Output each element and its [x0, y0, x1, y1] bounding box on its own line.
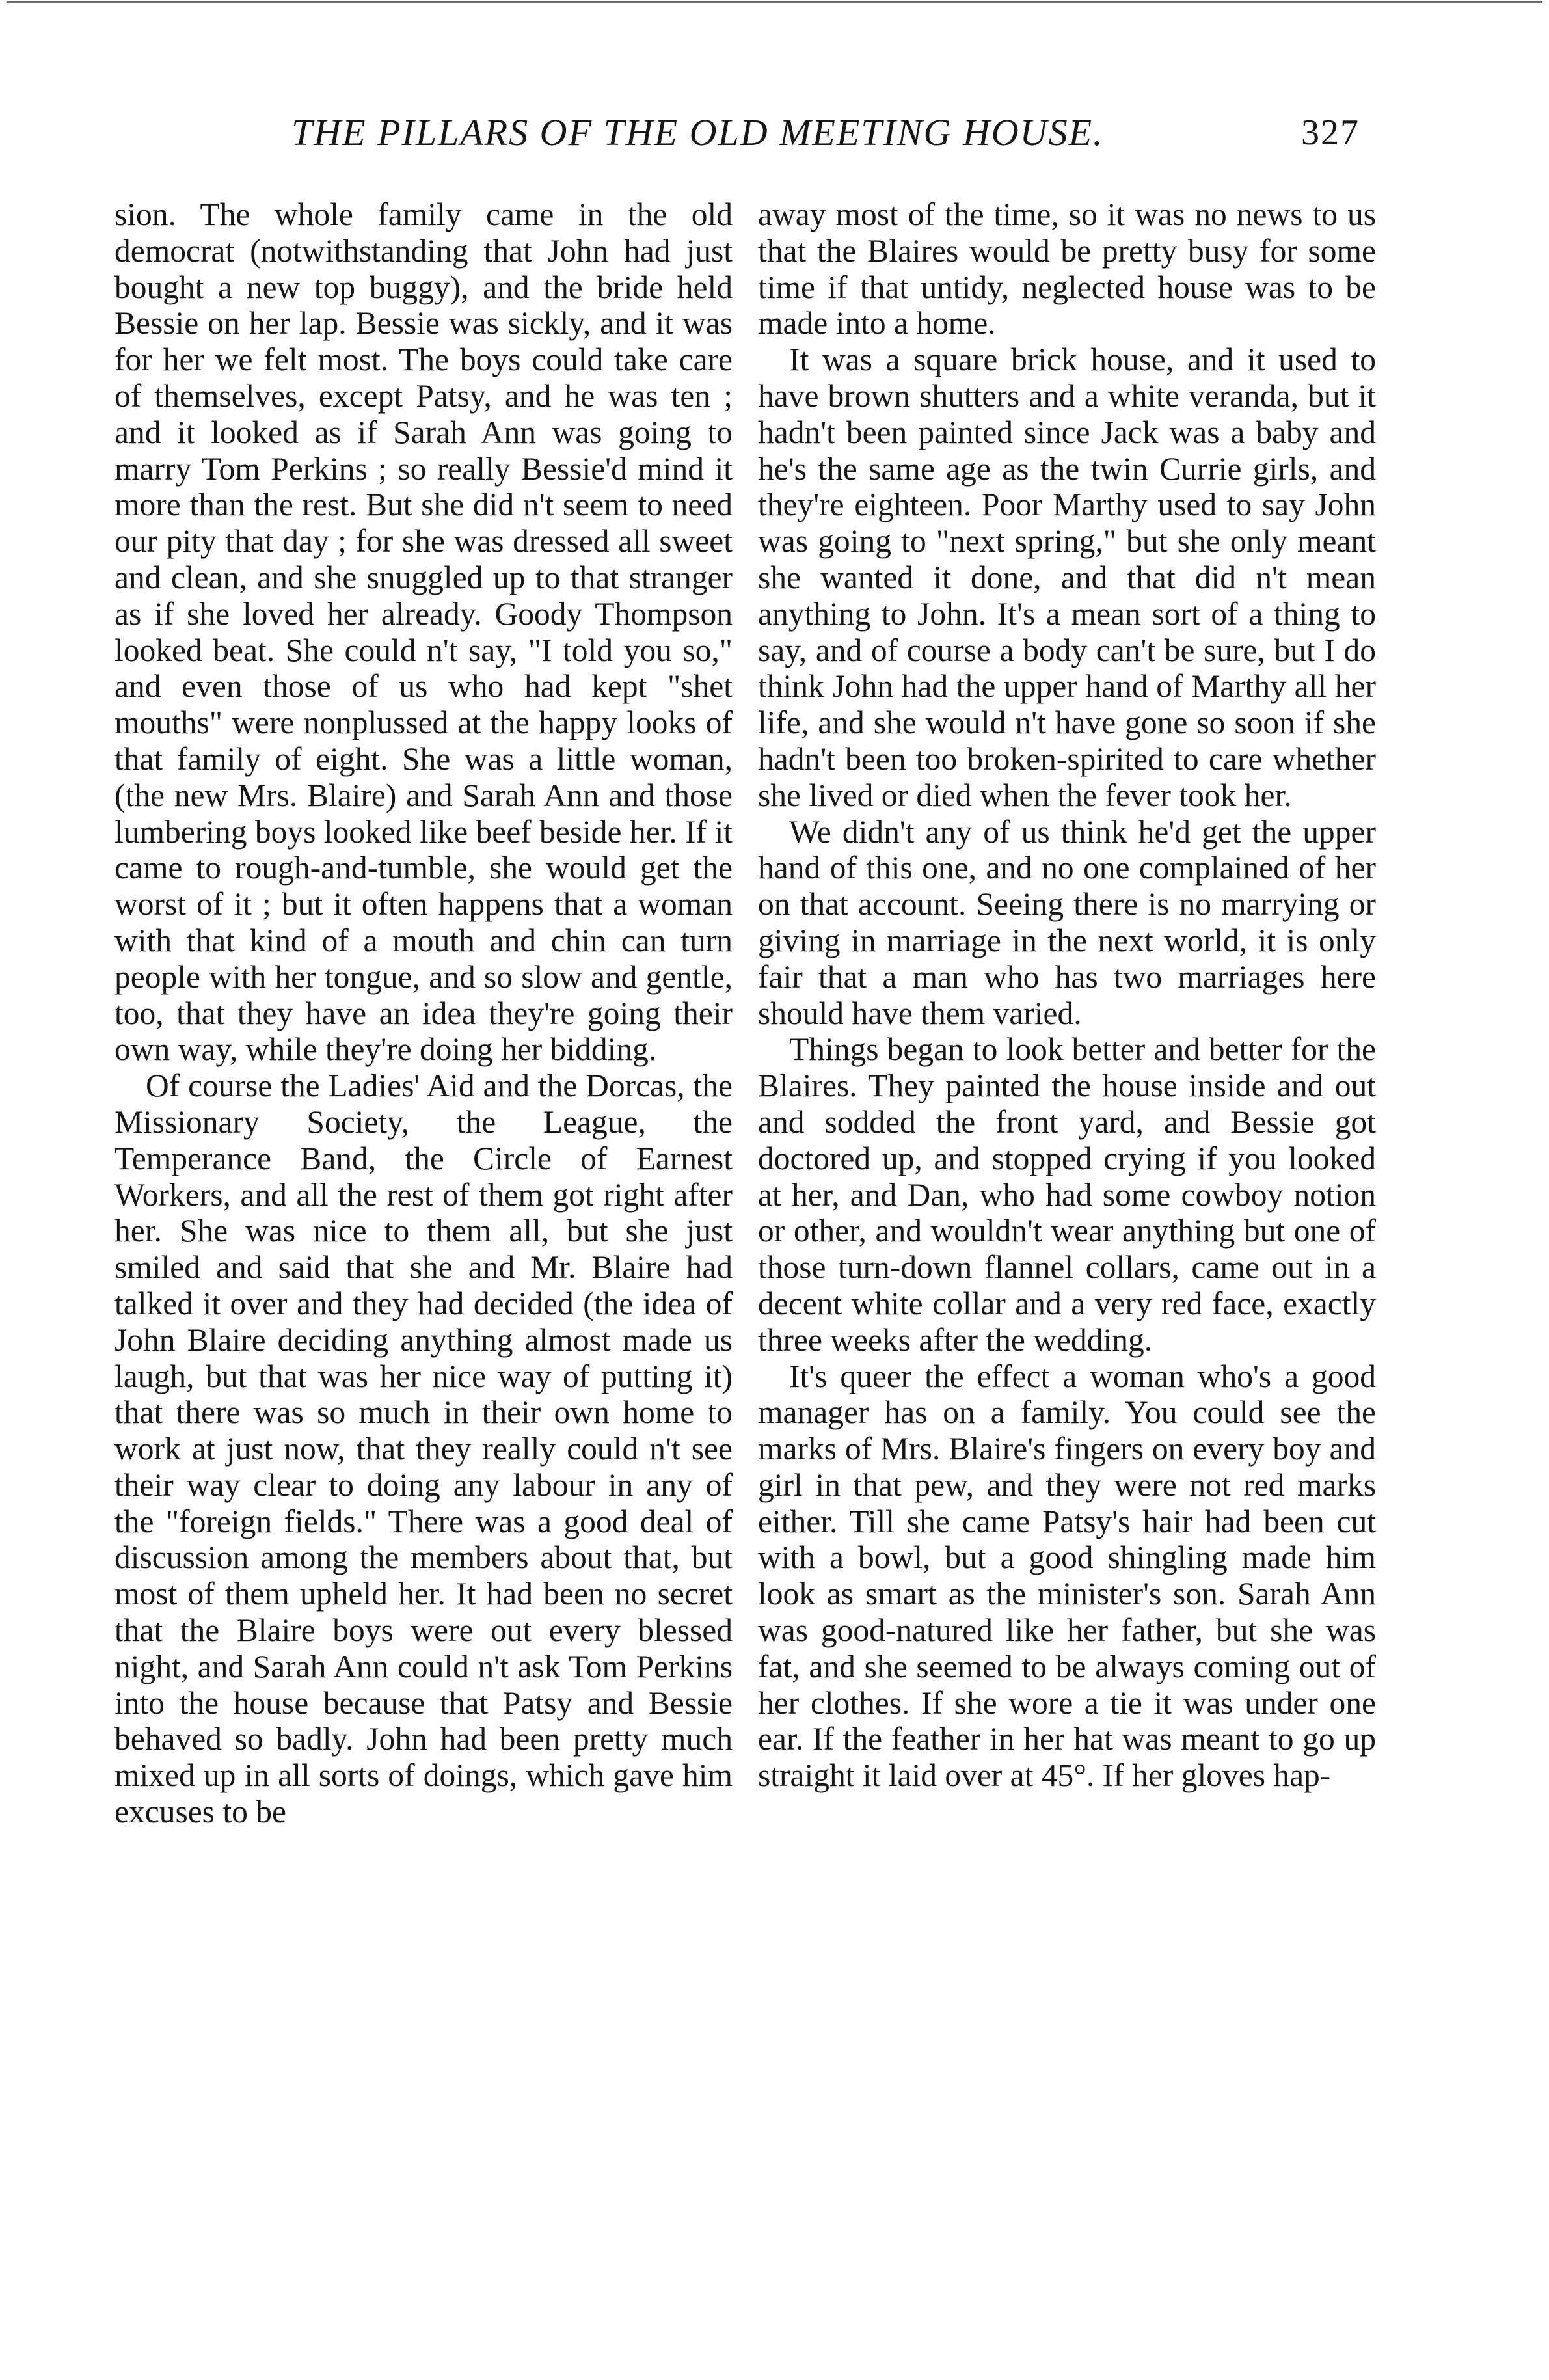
paragraph: We didn't any of us think he'd get the upper hand of this one, and no one complained of her on that account. Seeing there is no marrying or giving in marriage in the next world, it is only fair that a man who has two marriages here should have them varied.: [758, 813, 1376, 1031]
paragraph: away most of the time, so it was no news to us that the Blaires would be pretty busy for some time if that untidy, neglected house was to be made into a home.: [758, 196, 1376, 342]
paragraph: Of course the Ladies' Aid and the Dorcas, the Missionary Society, the League, the Temperance Band, the Circle of Earnest Workers, and all the rest of them got right after her. She was nice to them all, but she just smiled and said that she and Mr. Blaire had talked it over and they had decided (the idea of John Blaire deciding anything almost made us laugh, but that was her nice way of putting it) that there was so much in their own home to work at just now, that they really could n't see their way clear to doing any labour in any of the "foreign fields." There was a good deal of discussion among the members about that, but most of them upheld her. It had been no secret that the Blaire boys were out every blessed night, and Sarah Ann could n't ask Tom Perkins into the house because that Patsy and Bessie behaved so badly. John had been pretty much mixed up in all sorts of doings, which gave him excuses to be: [114, 1068, 733, 1830]
paragraph: sion. The whole family came in the old democrat (notwithstanding that John had just bought a new top buggy), and the bride held Bessie on her lap. Bessie was sickly, and it was for her we felt most. The boys could take care of themselves, except Patsy, and he was ten ; and it looked as if Sarah Ann was going to marry Tom Perkins ; so really Bessie'd mind it more than the rest. But she did n't seem to need our pity that day ; for she was dressed all sweet and clean, and she snuggled up to that stranger as if she loved her already. Goody Thompson looked beat. She could n't say, "I told you so," and even those of us who had kept "shet mouths" were nonplussed at the happy looks of that family of eight. She was a little woman, (the new Mrs. Blaire) and Sarah Ann and those lumbering boys looked like beef beside her. If it came to rough-and-tumble, she would get the worst of it ; but it often happens that a woman with that kind of a mouth and chin can turn people with her tongue, and so slow and gentle, too, that they have an idea they're going their own way, while they're doing her bidding.: [114, 196, 733, 1068]
paragraph: Things began to look better and better for the Blaires. They painted the house inside and out and sodded the front yard, and Bessie got doctored up, and stopped crying if you looked at her, and Dan, who had some cowboy notion or other, and wouldn't wear anything but one of those turn-down flannel collars, came out in a decent white collar and a very red face, exactly three weeks after the wedding.: [758, 1031, 1376, 1358]
page-number: 327: [1301, 113, 1360, 153]
left-column: [114, 196, 733, 1830]
paragraph: It's queer the effect a woman who's a good manager has on a family. You could see the marks of Mrs. Blaire's fingers on every boy and girl in that pew, and they were not red marks either. Till she came Patsy's hair had been cut with a bowl, but a good shingling made him look as smart as the minister's son. Sarah Ann was good-natured like her father, but she was fat, and she seemed to be always coming out of her clothes. If she wore a tie it was under one ear. If the feather in her hat was meant to go up straight it laid over at 45°. If her gloves hap-: [758, 1358, 1376, 1794]
right-column: [758, 196, 1376, 1794]
paragraph: It was a square brick house, and it used to have brown shutters and a white veranda, but it hadn't been painted since Jack was a baby and he's the same age as the twin Currie girls, and they're eighteen. Poor Marthy used to say John was going to "next spring," but she only meant she wanted it done, and that did n't mean anything to John. It's a mean sort of a thing to say, and of course a body can't be sure, but I do think John had the upper hand of Marthy all her life, and she would n't have gone so soon if she hadn't been too broken-spirited to care whether she lived or died when the fever took her.: [758, 342, 1376, 813]
running-title: THE PILLARS OF THE OLD MEETING HOUSE.: [291, 111, 1104, 154]
top-border-rule: [7, 1, 1542, 3]
